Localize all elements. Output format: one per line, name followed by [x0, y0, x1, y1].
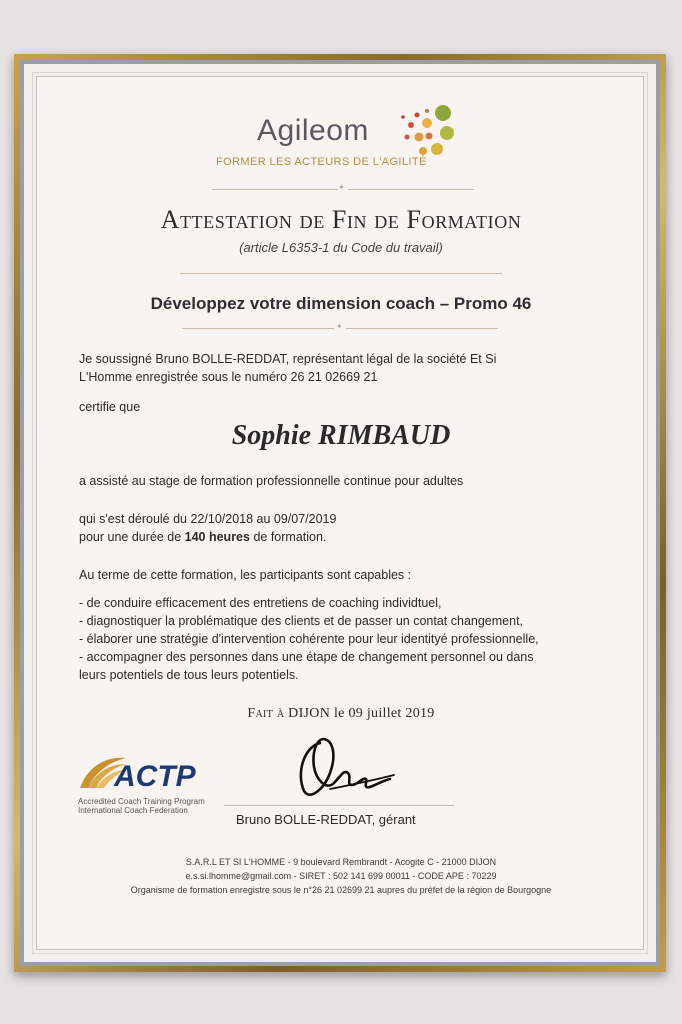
- actp-line-2: International Coach Federation: [78, 806, 188, 815]
- divider: [346, 328, 498, 329]
- actp-line-1: Accredited Coach Training Program: [78, 797, 205, 806]
- divider: [212, 189, 338, 190]
- actp-logo-text: ACTP: [114, 760, 196, 792]
- certificate-title: Attestation de Fin de Formation: [160, 205, 522, 234]
- dates-paragraph: [79, 510, 336, 546]
- outcome-item: - élaborer une stratégie d'intervention cohérente pour leur identityé professionnelle,: [79, 632, 539, 646]
- signature-line: [224, 805, 454, 806]
- outcome-item: - diagnostiquer la problématique des clients et de passer un contat changement,: [79, 614, 524, 628]
- divider: [180, 273, 502, 274]
- footer-line-2: e.s.si.lhomme@gmail.com - SIRET : 502 141 699 00011 - CODE APE : 70229: [185, 871, 497, 881]
- intro-line: Je soussigné Bruno BOLLE-REDDAT, représentant légal de la société Et Si: [79, 352, 497, 366]
- outcomes-intro: Au terme de cette formation, les participants sont capables :: [79, 568, 412, 582]
- outcome-item: - accompagner des personnes dans une étape de changement personnel ou dans: [79, 650, 534, 664]
- divider: [182, 328, 334, 329]
- fait-city: DIJON: [288, 706, 331, 721]
- footer-line-1: S.A.R.L ET SI L'HOMME - 9 boulevard Rembrandt - Acogite C - 21000 DIJON: [185, 857, 497, 867]
- course-title: Développez votre dimension coach – Promo 46: [150, 294, 532, 313]
- outcome-item: leurs potentiels de tous leurs potentiels.: [79, 668, 299, 682]
- duration-pre: pour une durée de: [79, 530, 185, 544]
- signer-name: Bruno BOLLE-REDDAT, gérant: [236, 812, 416, 827]
- agileom-logo-text: Agileom: [257, 114, 369, 147]
- duration-hours: 140 heures: [184, 530, 250, 544]
- certificate-subtitle: (article L6353-1 du Code du travail): [239, 240, 443, 255]
- fait-label: Fait à: [247, 706, 285, 721]
- outcomes-list: [79, 594, 539, 684]
- outcome-item: - de conduire efficacement des entretiens de coaching individtuel,: [79, 596, 442, 610]
- divider: [348, 189, 474, 190]
- certifie-text: certifie que: [79, 400, 141, 414]
- intro-line: L'Homme enregistrée sous le numéro 26 21 02669 21: [79, 370, 378, 384]
- actp-logo: [78, 752, 218, 792]
- intro-paragraph: [79, 350, 496, 386]
- attended-text: a assisté au stage de formation professionnelle continue pour adultes: [79, 474, 464, 488]
- agileom-tagline: FORMER LES ACTEURS DE L'AGILITÉ: [216, 156, 427, 168]
- divider-ornament-icon: ✦: [336, 322, 343, 331]
- recipient-name: Sophie RIMBAUD: [231, 420, 451, 451]
- duration-line: [79, 528, 336, 546]
- place-date-line: [0, 706, 682, 722]
- dates-line: qui s'est déroulé du 22/10/2018 au 09/07/2019: [79, 512, 337, 526]
- divider-ornament-icon: ✦: [338, 183, 345, 192]
- footer-line-3: Organisme de formation enregistre sous le n°26 21 02699 21 aupres du préfet de la région de Bourgogne: [130, 885, 552, 895]
- fait-date: le 09 juillet 2019: [333, 706, 435, 721]
- duration-post: de formation.: [249, 530, 327, 544]
- signature: [290, 733, 400, 803]
